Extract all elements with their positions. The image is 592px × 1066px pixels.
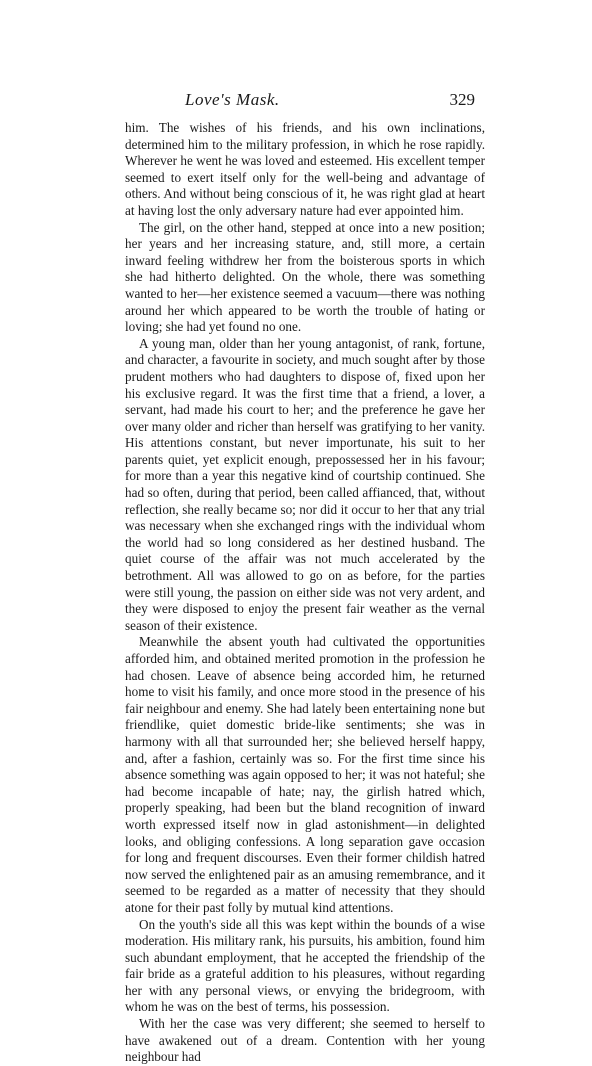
page-number: 329 — [449, 90, 475, 109]
paragraph: A young man, older than her young antagonist, of rank, fortune, and character, a favourite in society, and much sought after by those prudent mothers who had daughters to dispose of, fixed upon her his exclusive regard. It was the first time that a friend, a lover, a servant, had made his court to her; and the preference he gave her over many older and richer than herself was gratifying to her vanity. His attentions constant, but never importunate, his suit to her parents quiet, yet explicit enough, prepossessed her in his favour; for more than a year this negative kind of courtship continued. She had so often, during that period, been called affianced, that, without reflection, she really became so; nor did it occur to her that any trial was necessary when she exchanged rings with the individual whom the world had so long considered as her destined husband. The quiet course of the affair was not much accelerated by the betrothment. All was allowed to go on as before, for the parties were still young, the passion on either side was not very ardent, and they were disposed to enjoy the present fair weather as the vernal season of their existence. — [125, 335, 485, 633]
page-header — [125, 90, 475, 112]
paragraph: With her the case was very different; she seemed to herself to have awakened out of a dream. Contention with her young neighbour had — [125, 1016, 485, 1065]
running-title: Love's Mask. — [185, 90, 280, 109]
paragraph: The girl, on the other hand, stepped at once into a new position; her years and her increasing stature, and, still more, a certain inward feeling withdrew her from the boisterous sports in which she had hitherto delighted. On the whole, there was something wanted to her—her existence seemed a vacuum—there was nothing around her which appeared to be worth the trouble of hating or loving; she had yet found no one. — [125, 219, 485, 335]
paragraph: Meanwhile the absent youth had cultivated the opportunities afforded him, and obtained merited promotion in the profession he had chosen. Leave of absence being accorded him, he returned home to visit his family, and once more stood in the presence of his fair neighbour and enemy. She had lately been entertaining none but friendlike, quiet domestic bride-like sentiments; she was in harmony with all that surrounded her; she believed herself happy, and, after a fashion, certainly was so. For the first time since his absence something was again opposed to her; it was not hateful; she had become incapable of hate; nay, the girlish hatred which, properly speaking, had been but the bland recognition of inward worth expressed itself now in glad astonishment—in delighted looks, and obliging confessions. A long separation gave occasion for long and frequent discourses. Even their former childish hatred now served the enlightened pair as an amusing remembrance, and it seemed to be regarded as a matter of necessity that they should atone for their past folly by mutual kind attentions. — [125, 634, 485, 915]
body-text — [125, 120, 485, 1066]
paragraph: On the youth's side all this was kept within the bounds of a wise moderation. His military rank, his pursuits, his ambition, found him such abundant employment, that he accepted the friendship of the fair bride as a grateful addition to his pleasures, without regarding her with any personal views, or envying the bridegroom, with whom he was on the best of terms, his possession. — [125, 916, 485, 1015]
paragraph: him. The wishes of his friends, and his own inclinations, determined him to the military profession, in which he rose rapidly. Wherever he went he was loved and esteemed. His excellent temper seemed to exert itself only for the well-being and advantage of others. And without being conscious of it, he was right glad at heart at having lost the only adversary nature had ever appointed him. — [125, 120, 485, 218]
